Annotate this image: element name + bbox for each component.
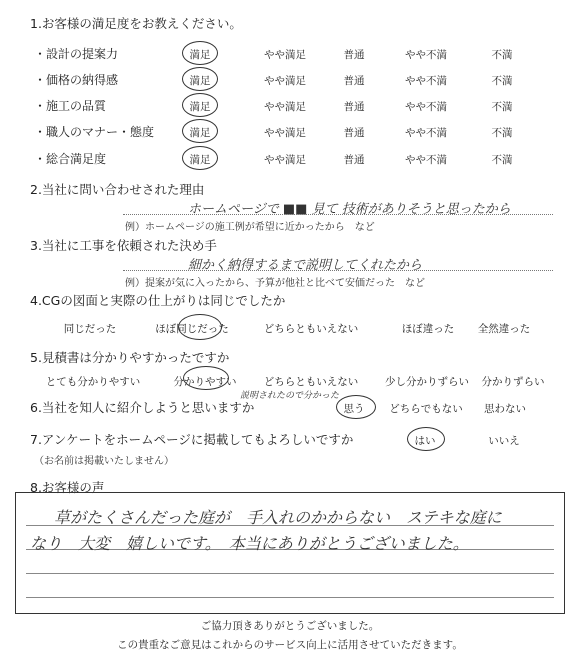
q1-option[interactable]: 満足 (189, 127, 211, 139)
q1-item-label: ・総合満足度 (34, 152, 107, 166)
q4-option[interactable]: どちらともいえない (263, 323, 359, 335)
q1-option[interactable]: 不満 (491, 154, 513, 166)
q1-item-label: ・施工の品質 (34, 99, 107, 113)
q4-option[interactable]: 全然違った (477, 323, 531, 335)
q3-example: 例）提案が気に入ったから、予算が他社と比べて安価だった など (125, 278, 425, 289)
q4-option[interactable]: 同じだった (63, 323, 117, 335)
selection-circle (182, 119, 218, 143)
q6-option[interactable]: どちらでもない (389, 403, 463, 415)
q1-option[interactable]: やや満足 (264, 154, 306, 166)
voice-ruled-line (26, 573, 554, 574)
q7-note: （お名前は掲載いたしません） (34, 456, 174, 467)
q6-option[interactable]: 思う (343, 403, 365, 415)
selection-circle (182, 67, 218, 91)
selection-circle (183, 366, 229, 390)
q7-title: 7.アンケートをホームページに掲載してもよろしいですか (30, 432, 354, 447)
q4-title: 4.CGの図面と実際の仕上がりは同じでしたか (30, 293, 286, 308)
q3-answer[interactable]: 細かく納得するまで説明してくれたから (188, 258, 423, 273)
q3-title: 3.当社に工事を依頼された決め手 (30, 238, 217, 253)
q1-option[interactable]: 満足 (189, 154, 211, 166)
q5-title: 5.見積書は分かりやすかったですか (30, 350, 230, 365)
q7-option[interactable]: いいえ (488, 435, 520, 447)
voice-ruled-line (26, 597, 554, 598)
selection-circle (407, 427, 445, 451)
selection-circle (182, 146, 218, 170)
footer-note: この貴重なご意見はこれからのサービス向上に活用させていただきます。 (117, 639, 463, 651)
q1-option[interactable]: やや不満 (405, 75, 447, 87)
selection-circle (182, 41, 218, 65)
q1-option[interactable]: やや不満 (405, 154, 447, 166)
answer-line (123, 270, 553, 271)
q5-option[interactable]: 分かりずらい (481, 376, 545, 388)
q2-title: 2.当社に問い合わせされた理由 (30, 182, 205, 197)
q5-option[interactable]: とても分かりやすい (45, 376, 141, 388)
customer-voice-line-2: なり 大変 嬉しいです。 本当にありがとうございました。 (30, 534, 469, 553)
q5-option[interactable]: 分かりやすい (173, 376, 237, 388)
q1-option[interactable]: 普通 (343, 49, 365, 61)
q1-option[interactable]: やや満足 (264, 101, 306, 113)
q1-option[interactable]: 不満 (491, 49, 513, 61)
q1-item-label: ・設計の提案力 (34, 47, 119, 61)
q1-option[interactable]: やや不満 (405, 49, 447, 61)
q5-option[interactable]: 少し分かりずらい (385, 376, 469, 388)
q5-note: 説明されたので分かった (240, 391, 340, 401)
q1-option[interactable]: 不満 (491, 127, 513, 139)
q1-option[interactable]: 不満 (491, 101, 513, 113)
q1-option[interactable]: 不満 (491, 75, 513, 87)
q7-option[interactable]: はい (414, 435, 436, 447)
q1-option[interactable]: 満足 (189, 49, 211, 61)
customer-voice-line-1: 草がたくさんだった庭が 手入れのかからない ステキな庭に (54, 508, 502, 527)
q1-option[interactable]: 普通 (343, 75, 365, 87)
q1-title: 1.お客様の満足度をお教えください。 (30, 16, 242, 31)
q8-title: 8.お客様の声 (30, 480, 105, 495)
answer-line (123, 214, 553, 215)
footer-thanks: ご協力頂きありがとうございました。 (200, 620, 380, 632)
selection-circle (182, 93, 218, 117)
q1-option[interactable]: 満足 (189, 101, 211, 113)
q1-option[interactable]: 普通 (343, 101, 365, 113)
q1-option[interactable]: やや満足 (264, 75, 306, 87)
customer-voice-box[interactable] (15, 492, 565, 614)
q1-option[interactable]: やや満足 (264, 127, 306, 139)
selection-circle (178, 314, 222, 340)
q2-answer[interactable]: ホームページで ■■ 見て 技術がありそうと思ったから (188, 202, 511, 217)
q1-item-label: ・価格の納得感 (34, 73, 119, 87)
selection-circle (336, 395, 376, 419)
q4-option[interactable]: ほぼ同じだった (155, 323, 229, 335)
q6-title: 6.当社を知人に紹介しようと思いますか (30, 400, 255, 415)
q1-option[interactable]: やや不満 (405, 127, 447, 139)
q5-option[interactable]: どちらともいえない (263, 376, 359, 388)
q1-item-label: ・職人のマナー・態度 (34, 125, 155, 139)
q2-example: 例）ホームページの施工例が希望に近かったから など (125, 222, 375, 233)
q1-option[interactable]: 普通 (343, 127, 365, 139)
q1-option[interactable]: 普通 (343, 154, 365, 166)
q1-option[interactable]: やや満足 (264, 49, 306, 61)
q1-option[interactable]: 満足 (189, 75, 211, 87)
q4-option[interactable]: ほぼ違った (401, 323, 455, 335)
q1-option[interactable]: やや不満 (405, 101, 447, 113)
q6-option[interactable]: 思わない (484, 403, 526, 415)
